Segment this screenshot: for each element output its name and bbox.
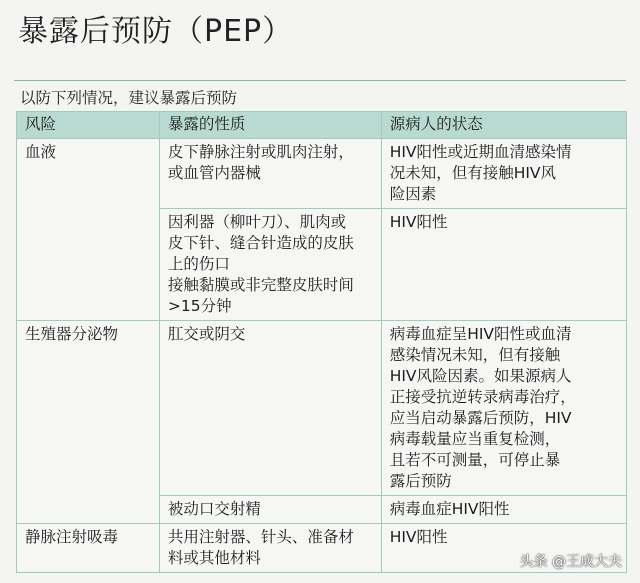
cell-line: 料或其他材料 — [167, 549, 261, 567]
risk-cell: 静脉注射吸毒 — [17, 524, 160, 573]
cell-line: 况未知，但有接触HIV风 — [389, 164, 557, 182]
cell-line: 被动口交射精 — [167, 500, 261, 518]
header-source-status: 源病人的状态 — [381, 112, 626, 139]
source-cell — [381, 321, 626, 496]
cell-line: HIV阳性 — [389, 528, 448, 546]
cell-line: 感染情况未知，但有接触 — [389, 346, 561, 364]
pep-table — [16, 111, 627, 573]
nature-cell — [159, 209, 381, 321]
nature-cell — [159, 496, 381, 524]
cell-line: 肛交或阴交 — [167, 325, 246, 343]
nature-cell — [159, 524, 381, 573]
cell-line: 接触黏膜或非完整皮肤时间 — [167, 276, 354, 294]
cell-line: 正接受抗逆转录病毒治疗， — [389, 388, 576, 406]
cell-line: 共用注射器、针头、准备材 — [167, 528, 354, 546]
cell-line: >15分钟 — [167, 297, 232, 315]
cell-line: HIV风险因素。如果源病人 — [389, 367, 572, 385]
cell-line: 因利器（柳叶刀）、肌肉或 — [167, 213, 347, 231]
header-exposure-nature: 暴露的性质 — [159, 112, 381, 139]
table-row — [17, 321, 627, 496]
source-cell — [381, 496, 626, 524]
risk-cell: 生殖器分泌物 — [17, 321, 160, 524]
watermark: 头条 @王成大夫 — [519, 554, 622, 570]
cell-line: 且若不可测量，可停止暴 — [389, 451, 561, 469]
cell-line: HIV阳性 — [389, 213, 448, 231]
table-header-row — [17, 112, 627, 139]
nature-cell — [159, 321, 381, 496]
intro-text: 以防下列情况，建议暴露后预防 — [20, 89, 238, 107]
table-row — [17, 139, 627, 209]
page-title: 暴露后预防（PEP） — [18, 14, 294, 49]
cell-line: 险因素 — [389, 185, 437, 203]
cell-line: 上的伤口 — [167, 255, 230, 273]
header-risk: 风险 — [17, 112, 160, 139]
cell-line: 病毒载量应当重复检测， — [389, 430, 561, 448]
cell-line: 应当启动暴露后预防，HIV — [389, 409, 572, 427]
cell-line: 皮下针、缝合针造成的皮肤 — [167, 234, 354, 252]
cell-line: HIV阳性或近期血清感染情 — [389, 143, 572, 161]
nature-cell — [159, 139, 381, 209]
risk-cell: 血液 — [17, 139, 160, 321]
cell-line: 病毒血症呈HIV阳性或血清 — [389, 325, 572, 343]
cell-line: 或血管内器械 — [167, 164, 261, 182]
cell-line: 皮下静脉注射或肌肉注射， — [167, 143, 354, 161]
cell-line: 病毒血症HIV阳性 — [389, 500, 510, 518]
cell-line: 露后预防 — [389, 472, 452, 490]
source-cell — [381, 209, 626, 321]
source-cell — [381, 139, 626, 209]
title-divider — [14, 80, 626, 81]
